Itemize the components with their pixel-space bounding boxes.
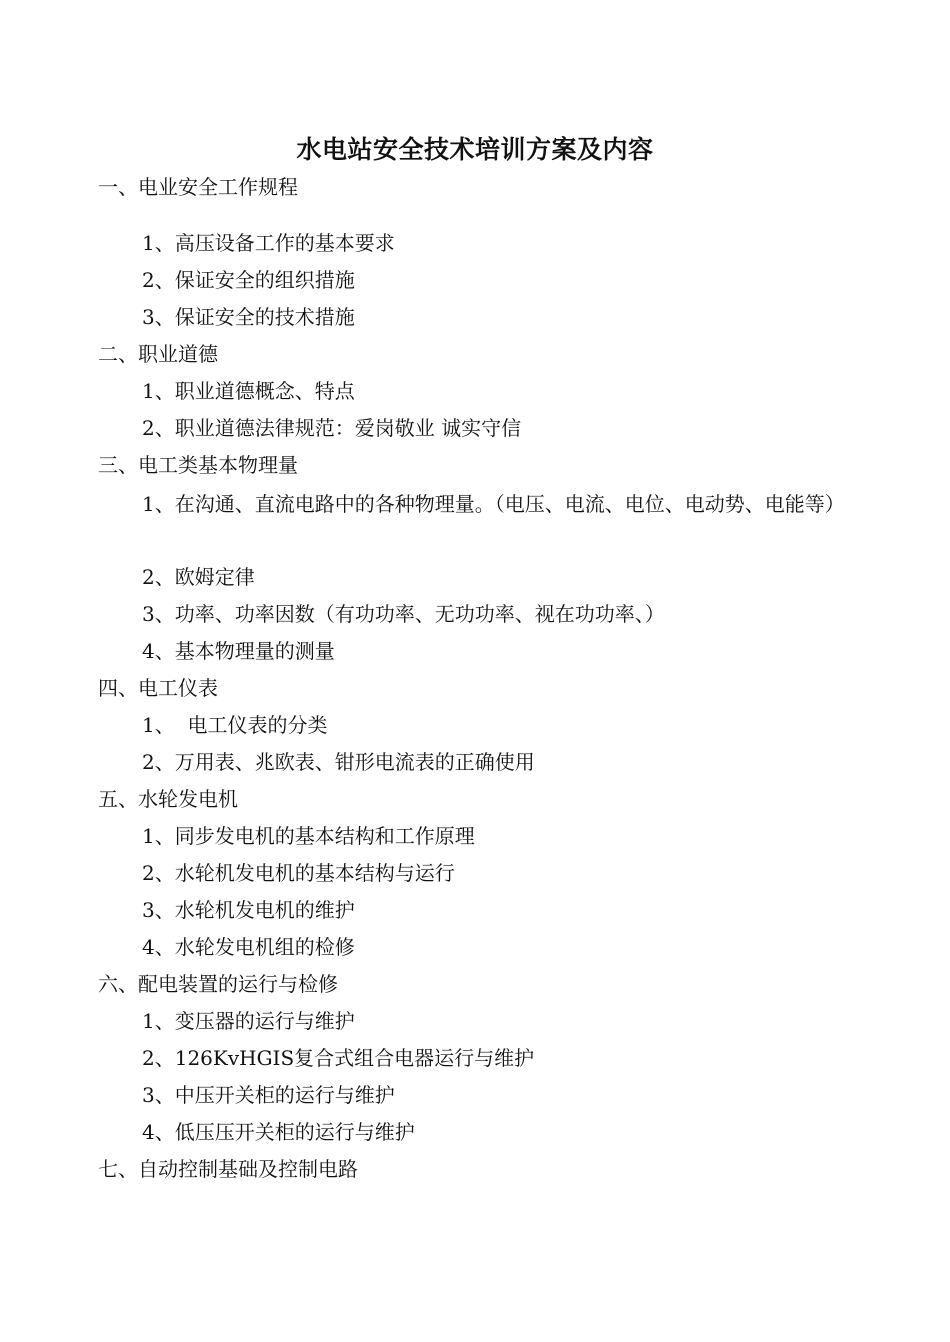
section-heading-6: 六、配电装置的运行与检修 [98, 972, 338, 996]
list-item: 1、变压器的运行与维护 [142, 1009, 355, 1033]
section-heading-1: 一、电业安全工作规程 [98, 175, 298, 199]
section-heading-3: 三、电工类基本物理量 [98, 453, 298, 477]
list-item: 3、中压开关柜的运行与维护 [142, 1083, 395, 1107]
list-item: 2、水轮机发电机的基本结构与运行 [142, 861, 455, 885]
list-item: 2、万用表、兆欧表、钳形电流表的正确使用 [142, 750, 535, 774]
list-item: 2、保证安全的组织措施 [142, 268, 355, 292]
list-item: 4、低压压开关柜的运行与维护 [142, 1120, 415, 1144]
document-title: 水电站安全技术培训方案及内容 [296, 135, 654, 164]
list-item: 4、基本物理量的测量 [142, 639, 335, 663]
list-item-wrapped: 1、在沟通、直流电路中的各种物理量。（电压、电流、电位、电动势、电能等） [142, 492, 845, 516]
list-item: 1、同步发电机的基本结构和工作原理 [142, 824, 475, 848]
list-item: 2、126KvHGIS复合式组合电器运行与维护 [142, 1046, 535, 1070]
list-item: 1、高压设备工作的基本要求 [142, 231, 395, 255]
list-item: 1、职业道德概念、特点 [142, 379, 355, 403]
list-item: 2、欧姆定律 [142, 565, 255, 589]
list-item: 3、功率、功率因数（有功功率、无功功率、视在功功率、） [142, 602, 665, 626]
list-item: 4、水轮发电机组的检修 [142, 935, 355, 959]
list-item: 2、职业道德法律规范：爱岗敬业 诚实守信 [142, 416, 522, 440]
section-heading-7: 七、自动控制基础及控制电路 [98, 1157, 358, 1181]
list-item: 1、 电工仪表的分类 [142, 713, 328, 737]
section-heading-2: 二、职业道德 [98, 342, 218, 366]
section-heading-5: 五、水轮发电机 [98, 787, 238, 811]
section-heading-4: 四、电工仪表 [98, 676, 218, 700]
list-item: 3、水轮机发电机的维护 [142, 898, 355, 922]
list-item: 3、保证安全的技术措施 [142, 305, 355, 329]
